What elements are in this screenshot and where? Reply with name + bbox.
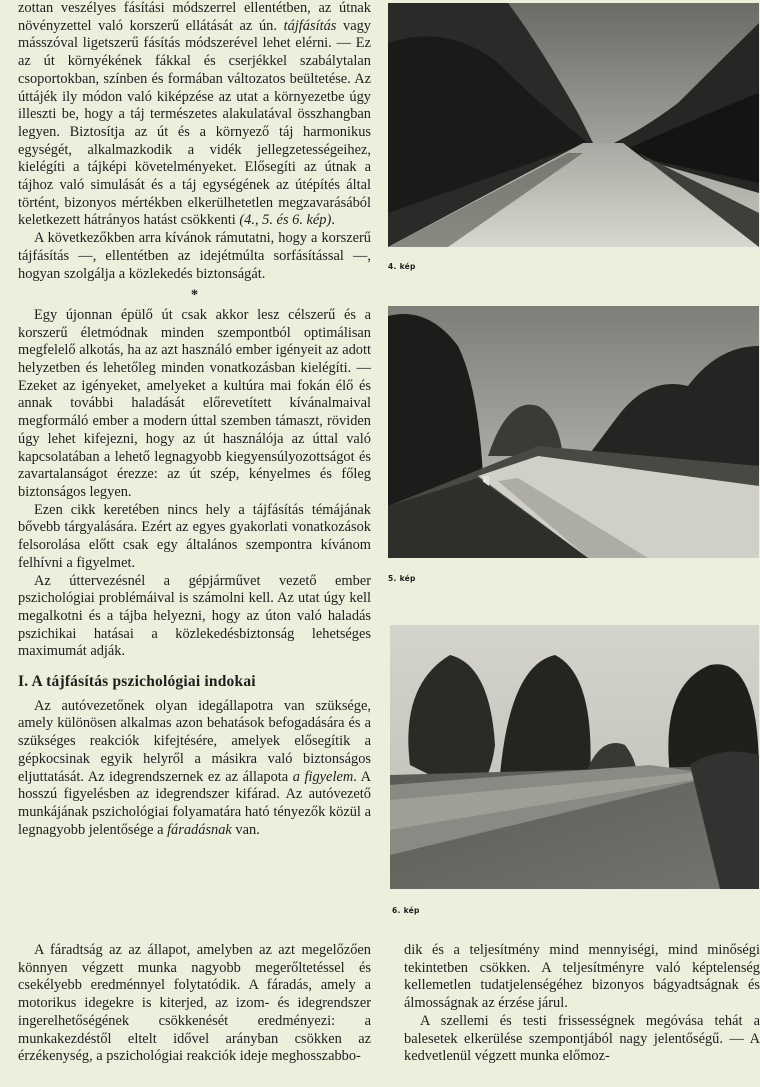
p6-part-c: . A hosszú figyelésben az idegrendszer kifárad. Az autóvezető munkájának pszichológiai folyamatára ható tényezők közül a legnagyobb jelentősége a bbox=[18, 768, 371, 838]
paragraph-6 bbox=[18, 698, 371, 840]
section-asterisk: * bbox=[190, 287, 199, 304]
paragraph-5: Az úttervezésnél a gépjárművet vezető ember pszichológiai problémáival is számolni kell. Az utat úgy kell megalkotni és a tájba helyezni, hogy az úton való haladás pszichikai hatásai a közlekedésbiztonság lehetséges maximumát adják. bbox=[18, 572, 371, 660]
photo-5 bbox=[388, 306, 759, 558]
paragraph-4: Ezen cikk keretében nincs hely a tájfásítás témájának bővebb tárgyalására. Ezért az egyes gyakorlati vonatkozások felsorolása előtt csak egy általános szempontra kívánom felhívni a figyelmet. bbox=[18, 501, 371, 571]
p6-part-e: van. bbox=[231, 821, 260, 838]
p1-term-tajfasitas: tájfásítás bbox=[283, 17, 337, 34]
caption-photo-6: 6. kép bbox=[392, 906, 420, 915]
paragraph-2: A következőkben arra kívánok rámutatni, hogy a korszerű tájfásítás —, ellentétben az idejétmúlta sorfásítással —, hogyan szolgálja a közlekedés biztonságát. bbox=[18, 230, 371, 282]
paragraph-3: Egy újonnan épülő út csak akkor lesz célszerű és a korszerű életmódnak minden szempontból optimálisan megfelelő alkotás, ha az azt használó ember igényeit az adott helyzetben és lehetőleg minden vonatkozásban kielégíti. — Ezeket az igényeket, amelyeket a kultúra mai fokán élő és annak további haladását előrevetített kívánalmaival megformáló ember a modern úttal szemben támaszt, röviden úgy lehet kifejezni, hogy az út használója az úttal való kapcsolatában a lehető legnagyobb kiegyensúlyozottságot és zavartalanságot érezze: az út szép, kényelmes és főleg biztonságos legyen. bbox=[18, 306, 371, 500]
section-heading: I. A tájfásítás pszichológiai indokai bbox=[18, 673, 256, 691]
bottom-text-block bbox=[18, 942, 760, 1066]
paragraph-7: A fáradtság az az állapot, amelyben az azt megelőzően könnyen végzett munka nagyobb megerőltetéssel és csekélyebb eredménnyel folytatódik. A fáradás, amely a motorikus idegekre is kiterjed, az izom- és idegrendszer ingerelhetőségének csökkenését eredményezi: a munkakezdéstől eltelt idővel arányban csökken az érzékenység, a pszichológiai reakciók ideje meghosszabbo- bbox=[18, 942, 371, 1065]
photo-5-image bbox=[388, 306, 759, 558]
caption-photo-5: 5. kép bbox=[388, 574, 416, 583]
p1-part-a: zottan veszélyes fásítási módszerrel ellentétben, az útnak növényzettel való korszerű ellátását az ún. bbox=[18, 0, 371, 34]
paragraph-8: dik és a teljesítmény mind mennyiségi, mind minőségi tekintetben csökken. A teljesítményre való képtelenség kellemetlen tudatjelenségéhez bizonyos bágyadtságnak és álmosságnak az érzése járul. bbox=[404, 942, 760, 1012]
bottom-right-column bbox=[404, 942, 760, 1066]
p6-term-figyelem: a figyelem bbox=[292, 768, 354, 785]
photo-4 bbox=[388, 3, 759, 247]
paragraph-1 bbox=[18, 0, 371, 230]
p6-term-faradas: fáradásnak bbox=[167, 821, 232, 838]
photo-4-image bbox=[388, 3, 759, 247]
left-text-column bbox=[18, 0, 371, 839]
p6-part-a: Az autóvezetőnek olyan idegállapotra van szüksége, amely különösen alkalmas azon behatások befogadására és a szükséges reakciók kifejtésére, amelyek elősegítik a gépkocsinak egyik helyről a másikra való biztonságos eljuttatását. Az idegrendszernek ez az állapota bbox=[18, 697, 371, 785]
p1-part-e: . bbox=[331, 212, 335, 229]
bottom-left-column bbox=[18, 942, 371, 1066]
p1-figure-refs: (4., 5. és 6. kép) bbox=[239, 212, 332, 229]
p1-part-c: vagy másszóval ligetszerű fásítás módszerével lehet elérni. — Ez az út környékének fákkal és cserjékkel szabálytalan csoportokban, színben és formában változatos beültetése. Az úttájék ily módon való kiképzése az utat a környezetbe úgy illeszti be, hogy a táj természetes alakulatával összhangban legyen. Biztosítja az út és a környező táj harmonikus egységét, alkalmazkodik a vidék jellegzetességeihez, kielégíti a tájképi követelményeket. Elősegíti az útnak a tájhoz való simulását és a táj egységének az útépítés által történt, bizonyos mértékben elkerülhetetlen megzavarásából keletkezett hátrányos hatást csökkenti bbox=[18, 17, 371, 229]
caption-photo-4: 4. kép bbox=[388, 262, 416, 271]
paragraph-9: A szellemi és testi frissességnek megóvása tehát a balesetek elkerülése szempontjából nagy jelentőségű. — A kedvetlenül végzett munka előmoz- bbox=[404, 1012, 760, 1065]
photo-6-image bbox=[390, 625, 759, 889]
photo-6 bbox=[390, 625, 759, 889]
